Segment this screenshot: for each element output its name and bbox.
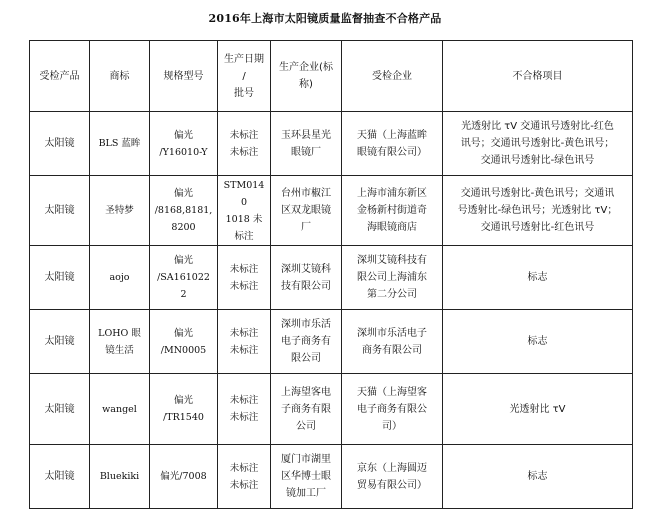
cell-manufacturer-line: 台州市椒江 — [281, 188, 331, 199]
cell-production-date — [218, 112, 271, 176]
cell-inspected-company-line: 第二分公司 — [367, 289, 417, 300]
cell-product-line: 太阳镜 — [44, 205, 75, 216]
cell-product-line: 太阳镜 — [44, 138, 75, 149]
header-production-date — [218, 41, 271, 112]
header-model: 规格型号 — [150, 41, 218, 112]
cell-model — [150, 310, 218, 374]
cell-inspected-company — [342, 445, 443, 509]
cell-inspected-company-line: 深圳艾镜科技有 — [357, 255, 427, 266]
cell-model — [150, 445, 218, 509]
cell-model-line: 2 — [180, 289, 187, 300]
cell-product — [30, 176, 90, 246]
cell-production-date-line: 未标注 — [229, 462, 259, 474]
cell-manufacturer — [271, 176, 342, 246]
cell-production-date — [218, 310, 271, 374]
header-brand: 商标 — [90, 41, 150, 112]
cell-manufacturer — [271, 374, 342, 445]
cell-inspected-company-line: 上海市浦东新区 — [357, 188, 427, 199]
cell-inspected-company-line: 电子商务有限公 — [357, 403, 427, 415]
cell-brand — [90, 374, 150, 445]
cell-manufacturer-line: 上海望客电 — [281, 386, 331, 398]
cell-production-date-line: 未标注 — [229, 146, 259, 158]
cell-production-date-line: 未标注 — [229, 479, 259, 491]
cell-manufacturer — [271, 310, 342, 374]
cell-nonconforming-items — [443, 112, 633, 176]
cell-production-date-line: 1018 未 — [225, 213, 263, 225]
cell-production-date-line: STM0140 — [223, 179, 265, 208]
cell-model-line: /Y16010-Y — [159, 146, 208, 158]
cell-nonconforming-items-line: 讯号；交通讯号透射比-黄色讯号； — [460, 138, 615, 149]
cell-manufacturer-line: 电子商务有 — [281, 336, 331, 347]
cell-brand-line: aojo — [109, 272, 130, 283]
cell-inspected-company-line: 眼镜有限公司） — [357, 146, 427, 158]
cell-nonconforming-items — [443, 176, 633, 246]
cell-inspected-company-line: 金杨新村街道奇 — [357, 205, 427, 216]
cell-nonconforming-items-line: 交通讯号透射比-黄色讯号；交通讯 — [460, 188, 615, 199]
cell-production-date-line: 未标注 — [229, 344, 259, 356]
cell-nonconforming-items-line: 交通讯号透射比-红色讯号 — [480, 222, 595, 233]
cell-product — [30, 445, 90, 509]
cell-manufacturer — [271, 445, 342, 509]
cell-inspected-company-line: 京东（上海圆迈 — [357, 462, 427, 474]
cell-nonconforming-items — [443, 310, 633, 374]
cell-nonconforming-items-line: 号透射比-绿色讯号；光透射比 τV； — [457, 205, 618, 216]
cell-brand-line: 镜生活 — [105, 344, 134, 356]
cell-inspected-company-line: 天猫（上海望客 — [357, 386, 427, 398]
cell-brand — [90, 176, 150, 246]
cell-nonconforming-items-line: 标志 — [527, 272, 548, 283]
cell-inspected-company — [342, 246, 443, 310]
cell-brand — [90, 112, 150, 176]
cell-inspected-company-line: 限公司上海浦东 — [357, 272, 427, 283]
cell-manufacturer-line: 厦门市湖里 — [281, 454, 331, 465]
cell-nonconforming-items — [443, 374, 633, 445]
cell-model — [150, 112, 218, 176]
header-nonconforming-items: 不合格项目 — [443, 41, 633, 112]
cell-production-date — [218, 445, 271, 509]
cell-manufacturer-line: 限公司 — [291, 353, 321, 364]
cell-manufacturer — [271, 246, 342, 310]
cell-production-date — [218, 374, 271, 445]
cell-inspected-company-line: 司） — [382, 420, 402, 432]
cell-inspected-company — [342, 310, 443, 374]
cell-product — [30, 246, 90, 310]
table-row — [30, 176, 633, 246]
header-date-line: 批号 — [234, 87, 254, 99]
cell-product-line: 太阳镜 — [44, 471, 75, 482]
cell-brand-line: Bluekiki — [99, 471, 140, 482]
cell-nonconforming-items-line: 光透射比 τV — [509, 403, 566, 415]
cell-manufacturer-line: 深圳艾镜科 — [281, 263, 331, 275]
cell-manufacturer-line: 深圳市乐活 — [281, 319, 331, 330]
cell-nonconforming-items — [443, 246, 633, 310]
cell-product — [30, 374, 90, 445]
cell-brand — [90, 246, 150, 310]
cell-nonconforming-items-line: 交通讯号透射比-绿色讯号 — [480, 155, 595, 166]
cell-nonconforming-items-line: 标志 — [527, 336, 548, 347]
cell-nonconforming-items — [443, 445, 633, 509]
cell-brand — [90, 310, 150, 374]
cell-brand-line: 圣特梦 — [105, 205, 134, 216]
cell-inspected-company — [342, 176, 443, 246]
cell-production-date — [218, 246, 271, 310]
cell-manufacturer-line: 镜加工厂 — [286, 488, 326, 499]
cell-brand — [90, 445, 150, 509]
cell-inspected-company-line: 贸易有限公司） — [357, 479, 427, 491]
header-product: 受检产品 — [30, 41, 90, 112]
header-date-line: / — [242, 70, 246, 82]
cell-model-line: 偏光 — [173, 188, 193, 199]
cell-production-date-line: 未标注 — [229, 412, 259, 423]
cell-production-date — [218, 176, 271, 246]
cell-production-date-line: 未标注 — [229, 327, 259, 339]
cell-inspected-company — [342, 374, 443, 445]
cell-inspected-company-line: 天猫（上海蓝眸 — [357, 129, 427, 141]
cell-production-date-line: 未标注 — [229, 280, 259, 292]
cell-model-line: 8200 — [171, 222, 196, 233]
cell-product-line: 太阳镜 — [44, 272, 75, 283]
cell-manufacturer-line: 子商务有限 — [281, 403, 331, 415]
cell-inspected-company-line: 深圳市乐活电子 — [357, 327, 427, 339]
cell-product-line: 太阳镜 — [44, 403, 75, 415]
cell-production-date-line: 未标注 — [229, 263, 259, 275]
cell-inspected-company-line: 商务有限公司 — [362, 344, 422, 356]
header-maker-line: 生产企业(标 — [279, 62, 333, 73]
cell-brand-line: BLS 蓝眸 — [98, 138, 141, 149]
cell-model-line: /MN0005 — [160, 344, 207, 356]
cell-manufacturer-line: 玉环县星光 — [281, 129, 331, 141]
cell-nonconforming-items-line: 光透射比 τV 交通讯号透射比-红色 — [461, 121, 614, 132]
header-date-line: 生产日期 — [224, 53, 264, 65]
cell-production-date-line: 未标注 — [229, 129, 259, 141]
cell-manufacturer-line: 区华博士眼 — [281, 471, 331, 482]
cell-model-line: 偏光 — [173, 395, 193, 406]
cell-product — [30, 310, 90, 374]
cell-manufacturer-line: 眼镜厂 — [291, 146, 321, 158]
table-row — [30, 246, 633, 310]
page-title: 2016年上海市太阳镜质量监督抽查不合格产品 — [208, 12, 442, 25]
cell-manufacturer-line: 技有限公司 — [281, 280, 331, 292]
table-row — [30, 374, 633, 445]
cell-model-line: /TR1540 — [163, 412, 204, 423]
cell-model-line: 偏光 — [173, 327, 193, 339]
cell-model-line: 偏光 — [173, 255, 193, 266]
cell-product-line: 太阳镜 — [44, 336, 75, 347]
cell-model — [150, 246, 218, 310]
cell-manufacturer-line: 厂 — [301, 222, 311, 233]
header-manufacturer — [271, 41, 342, 112]
table-row — [30, 310, 633, 374]
cell-inspected-company-line: 海眼镜商店 — [367, 222, 417, 233]
cell-product — [30, 112, 90, 176]
cell-model-line: /8168,8181, — [154, 205, 213, 216]
cell-model-line: /SA161022 — [157, 272, 210, 283]
cell-inspected-company — [342, 112, 443, 176]
cell-brand-line: wangel — [102, 403, 137, 415]
cell-model — [150, 374, 218, 445]
cell-nonconforming-items-line: 标志 — [527, 471, 548, 482]
table-row — [30, 112, 633, 176]
header-inspected-company: 受检企业 — [342, 41, 443, 112]
cell-brand-line: LOHO 眼 — [98, 327, 141, 339]
cell-production-date-line: 标注 — [234, 230, 254, 242]
cell-manufacturer — [271, 112, 342, 176]
table-header-row — [30, 41, 633, 112]
cell-model — [150, 176, 218, 246]
cell-manufacturer-line: 公司 — [296, 420, 316, 432]
header-maker-line: 称) — [299, 79, 313, 90]
table-row — [30, 445, 633, 509]
cell-manufacturer-line: 区双龙眼镜 — [281, 205, 331, 216]
cell-model-line: 偏光 — [173, 129, 193, 141]
nonconforming-products-table — [29, 40, 633, 509]
cell-model-line: 偏光/7008 — [160, 471, 207, 482]
cell-production-date-line: 未标注 — [229, 395, 259, 406]
